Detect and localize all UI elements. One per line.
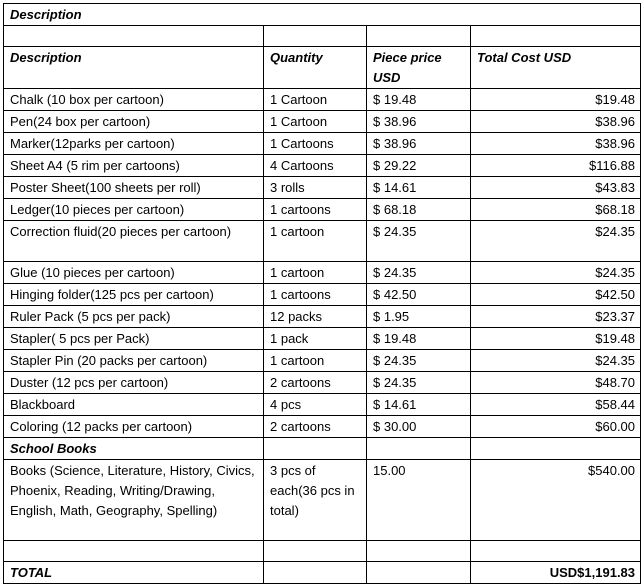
item-quantity: 3 rolls xyxy=(264,177,367,199)
section-label: School Books xyxy=(4,438,264,460)
blank-cell xyxy=(471,438,641,460)
table-row xyxy=(4,372,641,394)
item-description: Glue (10 pieces per cartoon) xyxy=(4,262,264,284)
item-description: Sheet A4 (5 rim per cartoons) xyxy=(4,155,264,177)
item-quantity: 1 Cartoons xyxy=(264,133,367,155)
books-quantity: 3 pcs of each(36 pcs in total) xyxy=(264,460,367,541)
item-piece-price: $ 38.96 xyxy=(367,133,471,155)
item-description: Duster (12 pcs per cartoon) xyxy=(4,372,264,394)
item-quantity: 4 Cartoons xyxy=(264,155,367,177)
blank-cell xyxy=(471,26,641,47)
header-description: Description xyxy=(4,47,264,89)
item-total: $116.88 xyxy=(471,155,641,177)
item-piece-price: $ 1.95 xyxy=(367,306,471,328)
header-row xyxy=(4,47,641,89)
item-total: $24.35 xyxy=(471,262,641,284)
item-description: Chalk (10 box per cartoon) xyxy=(4,89,264,111)
item-quantity: 12 packs xyxy=(264,306,367,328)
item-quantity: 2 cartoons xyxy=(264,416,367,438)
blank-cell xyxy=(471,541,641,562)
item-total: $60.00 xyxy=(471,416,641,438)
item-total: $58.44 xyxy=(471,394,641,416)
item-quantity: 1 Cartoon xyxy=(264,111,367,133)
item-description: Ruler Pack (5 pcs per pack) xyxy=(4,306,264,328)
item-piece-price: $ 24.35 xyxy=(367,221,471,262)
total-label: TOTAL xyxy=(4,562,264,584)
title-row xyxy=(4,4,641,26)
table-row xyxy=(4,177,641,199)
table-title: Description xyxy=(4,4,641,26)
item-description: Coloring (12 packs per cartoon) xyxy=(4,416,264,438)
item-total: $24.35 xyxy=(471,350,641,372)
table-row xyxy=(4,199,641,221)
item-quantity: 1 Cartoon xyxy=(264,89,367,111)
item-piece-price: $ 29.22 xyxy=(367,155,471,177)
item-quantity: 1 cartoon xyxy=(264,221,367,262)
item-piece-price: $ 24.35 xyxy=(367,350,471,372)
item-piece-price: $ 19.48 xyxy=(367,328,471,350)
table-row xyxy=(4,328,641,350)
item-total: $19.48 xyxy=(471,89,641,111)
header-piece-price: Piece price USD xyxy=(367,47,471,89)
blank-cell xyxy=(264,562,367,584)
item-quantity: 1 pack xyxy=(264,328,367,350)
item-description: Stapler Pin (20 packs per cartoon) xyxy=(4,350,264,372)
item-description: Stapler( 5 pcs per Pack) xyxy=(4,328,264,350)
table-row xyxy=(4,284,641,306)
item-piece-price: $ 24.35 xyxy=(367,372,471,394)
cost-table xyxy=(3,3,641,584)
blank-cell xyxy=(4,541,264,562)
item-quantity: 2 cartoons xyxy=(264,372,367,394)
blank-cell xyxy=(367,438,471,460)
blank-row xyxy=(4,541,641,562)
item-quantity: 1 cartoons xyxy=(264,284,367,306)
total-row xyxy=(4,562,641,584)
item-description: Pen(24 box per cartoon) xyxy=(4,111,264,133)
item-piece-price: $ 14.61 xyxy=(367,394,471,416)
item-piece-price: $ 19.48 xyxy=(367,89,471,111)
header-quantity: Quantity xyxy=(264,47,367,89)
table-row xyxy=(4,262,641,284)
table-row xyxy=(4,460,641,541)
blank-cell xyxy=(367,541,471,562)
item-description: Hinging folder(125 pcs per cartoon) xyxy=(4,284,264,306)
header-total-cost: Total Cost USD xyxy=(471,47,641,89)
item-description: Poster Sheet(100 sheets per roll) xyxy=(4,177,264,199)
item-description: Correction fluid(20 pieces per cartoon) xyxy=(4,221,264,262)
blank-cell xyxy=(4,26,264,47)
total-value: USD$1,191.83 xyxy=(471,562,641,584)
table-row xyxy=(4,89,641,111)
item-description: Ledger(10 pieces per cartoon) xyxy=(4,199,264,221)
table-row xyxy=(4,306,641,328)
blank-cell xyxy=(264,438,367,460)
item-piece-price: $ 14.61 xyxy=(367,177,471,199)
item-total: $43.83 xyxy=(471,177,641,199)
item-piece-price: $ 68.18 xyxy=(367,199,471,221)
table-row xyxy=(4,416,641,438)
blank-row xyxy=(4,26,641,47)
books-total: $540.00 xyxy=(471,460,641,541)
item-total: $68.18 xyxy=(471,199,641,221)
table-row xyxy=(4,111,641,133)
blank-cell xyxy=(367,26,471,47)
item-total: $48.70 xyxy=(471,372,641,394)
item-total: $38.96 xyxy=(471,111,641,133)
item-total: $19.48 xyxy=(471,328,641,350)
table-row xyxy=(4,155,641,177)
item-total: $38.96 xyxy=(471,133,641,155)
item-total: $24.35 xyxy=(471,221,641,262)
item-quantity: 4 pcs xyxy=(264,394,367,416)
item-piece-price: $ 42.50 xyxy=(367,284,471,306)
blank-cell xyxy=(367,562,471,584)
table-row xyxy=(4,221,641,262)
item-description: Blackboard xyxy=(4,394,264,416)
table-row xyxy=(4,350,641,372)
item-description: Marker(12parks per cartoon) xyxy=(4,133,264,155)
blank-cell xyxy=(264,26,367,47)
blank-cell xyxy=(264,541,367,562)
item-quantity: 1 cartoon xyxy=(264,350,367,372)
item-quantity: 1 cartoons xyxy=(264,199,367,221)
table-row xyxy=(4,394,641,416)
books-piece-price: 15.00 xyxy=(367,460,471,541)
item-total: $42.50 xyxy=(471,284,641,306)
item-quantity: 1 cartoon xyxy=(264,262,367,284)
item-piece-price: $ 24.35 xyxy=(367,262,471,284)
books-section-row xyxy=(4,438,641,460)
item-piece-price: $ 38.96 xyxy=(367,111,471,133)
books-description: Books (Science, Literature, History, Civics, Phoenix, Reading, Writing/Drawing, English, Math, Geography, Spelling) xyxy=(4,460,264,541)
item-piece-price: $ 30.00 xyxy=(367,416,471,438)
table-row xyxy=(4,133,641,155)
item-total: $23.37 xyxy=(471,306,641,328)
